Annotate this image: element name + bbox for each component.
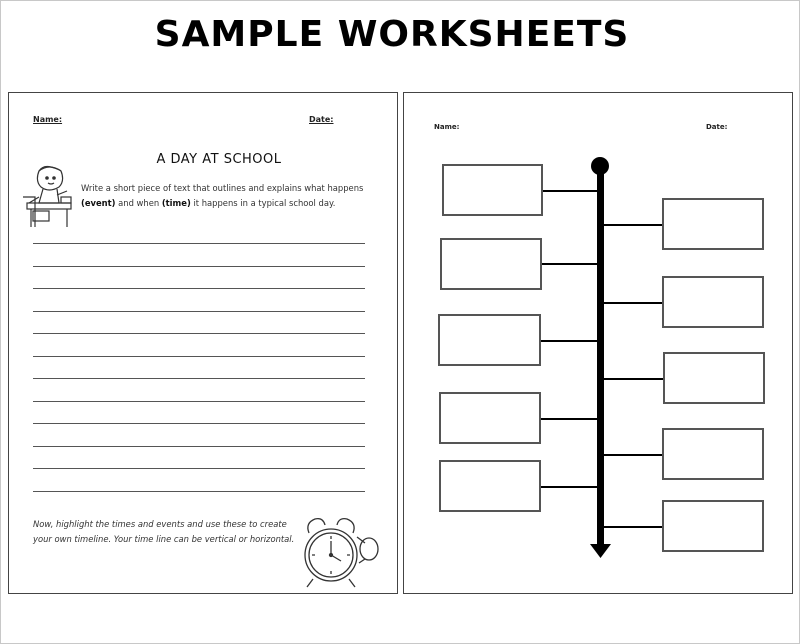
instructions-text bbox=[81, 181, 371, 211]
timeline-box-left-5 bbox=[439, 460, 541, 512]
instruction-part3: it happens in a typical school day. bbox=[193, 198, 336, 208]
timeline-box-left-2 bbox=[440, 238, 542, 290]
timeline-connector bbox=[604, 378, 663, 380]
writing-line bbox=[33, 311, 365, 312]
writing-line bbox=[33, 333, 365, 334]
page-title: SAMPLE WORKSHEETS bbox=[154, 14, 630, 55]
worksheet-timeline bbox=[403, 92, 793, 594]
writing-line bbox=[33, 401, 365, 402]
timeline-box-right-3 bbox=[663, 352, 765, 404]
timeline-connector bbox=[542, 263, 599, 265]
writing-line bbox=[33, 468, 365, 469]
writing-line bbox=[33, 288, 365, 289]
writing-line bbox=[33, 491, 365, 492]
timeline-connector bbox=[604, 526, 662, 528]
worksheet-title: A DAY AT SCHOOL bbox=[156, 152, 282, 167]
writing-line bbox=[33, 446, 365, 447]
instruction-event: (event) bbox=[81, 198, 116, 208]
timeline-connector bbox=[543, 190, 599, 192]
timeline-arrow-icon bbox=[590, 544, 611, 558]
instruction-time: (time) bbox=[161, 198, 191, 208]
student-at-desk-illustration bbox=[21, 163, 77, 229]
worksheet-day-at-school bbox=[8, 92, 398, 594]
date-label: Date: bbox=[309, 115, 334, 124]
timeline-connector bbox=[604, 302, 662, 304]
timeline-box-left-1 bbox=[442, 164, 543, 216]
timeline-box-right-5 bbox=[662, 500, 764, 552]
timeline-box-right-2 bbox=[662, 276, 764, 328]
writing-line bbox=[33, 378, 365, 379]
timeline-connector bbox=[604, 224, 662, 226]
timeline-connector bbox=[541, 340, 599, 342]
timeline-connector bbox=[541, 486, 599, 488]
timeline-box-left-3 bbox=[438, 314, 541, 366]
name-label: Name: bbox=[33, 115, 63, 124]
timeline-box-left-4 bbox=[439, 392, 541, 444]
timeline-connector bbox=[604, 454, 662, 456]
writing-line bbox=[33, 356, 365, 357]
alarm-clock-illustration bbox=[295, 511, 385, 591]
name-label: Name: bbox=[434, 123, 460, 131]
instruction-part2: and when bbox=[118, 198, 160, 208]
timeline-box-right-1 bbox=[662, 198, 764, 250]
writing-line bbox=[33, 266, 365, 267]
date-label: Date: bbox=[706, 123, 728, 131]
writing-line bbox=[33, 243, 365, 244]
timeline-connector bbox=[541, 418, 599, 420]
writing-line bbox=[33, 423, 365, 424]
bottom-instructions: Now, highlight the times and events and use these to create your own timeline. Your time line can be vertical or horizontal. bbox=[33, 519, 295, 544]
timeline-box-right-4 bbox=[662, 428, 764, 480]
instruction-part1: Write a short piece of text that outlines and explains what happens bbox=[81, 183, 364, 193]
